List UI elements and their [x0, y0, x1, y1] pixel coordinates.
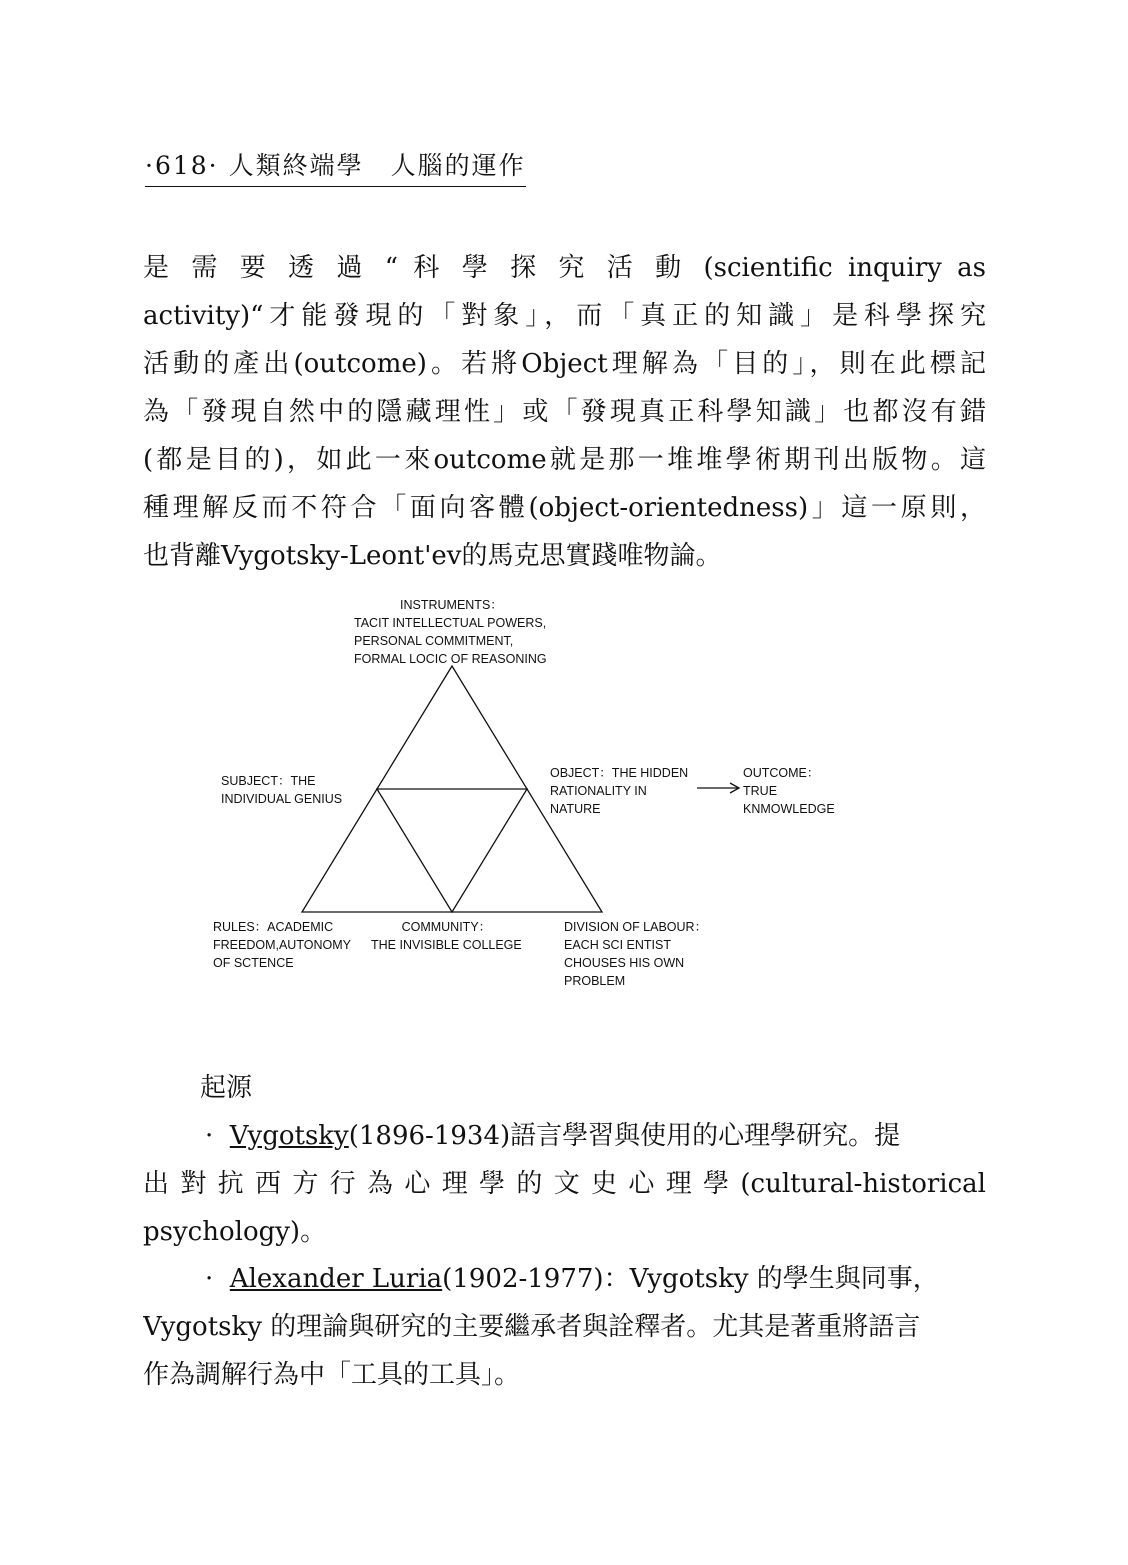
- paragraph-line: 是 需 要 透 過 “ 科 學 探 究 活 動 (scientific inquiry as: [143, 253, 986, 283]
- outcome-label: OUTCOME： TRUE KNMOWLEDGE: [743, 766, 835, 816]
- link-alexander-luria[interactable]: Alexander Luria: [229, 1264, 443, 1294]
- item-line: Vygotsky 的理論與研究的主要繼承者與詮釋者。尤其是著重將語言: [143, 1312, 921, 1342]
- paragraph-1: [143, 244, 986, 580]
- subject-label: SUBJECT：THE INDIVIDUAL GENIUS: [221, 774, 343, 806]
- instruments-label: INSTRUMENTS： TACIT INTELLECTUAL POWERS, PERSONAL COMMITMENT, FORMAL LOCIC OF REASONING: [354, 598, 547, 666]
- section-title: 起源: [200, 1073, 253, 1103]
- inner-triangle: [377, 789, 527, 912]
- link-vygotsky[interactable]: Vygotsky: [229, 1121, 349, 1151]
- paragraph-line: 也背離Vygotsky-Leont'ev的馬克思實踐唯物論。: [143, 541, 722, 571]
- paragraph-line: 活動的產出(outcome)。若將Object理解為「目的」，則在此標記: [143, 349, 986, 379]
- origin-item-luria: [143, 1255, 986, 1399]
- bullet: ·: [205, 1121, 214, 1151]
- rules-label: RULES：ACADEMIC FREEDOM,AUTONOMY OF SCTENCE: [213, 920, 351, 970]
- page-number: ·618·: [145, 151, 219, 180]
- running-header: [145, 146, 526, 187]
- community-label: COMMUNITY： THE INVISIBLE COLLEGE: [371, 920, 522, 952]
- header-title: 人類終端學 人腦的運作: [228, 151, 526, 180]
- item-line: · Vygotsky(1896-1934)語言學習與使用的心理學研究。提: [205, 1121, 901, 1151]
- origin-item-vygotsky: [143, 1112, 986, 1256]
- item-line: 作為調解行為中「工具的工具」。: [143, 1360, 521, 1390]
- paragraph-line: activity)“才能發現的「對象」，而「真正的知識」是科學探究: [143, 301, 986, 331]
- item-line: psychology)。: [143, 1217, 327, 1247]
- item-line: · Alexander Luria(1902-1977)：Vygotsky 的學生與同事，: [205, 1264, 939, 1294]
- object-label: OBJECT：THE HIDDEN RATIONALITY IN NATURE: [550, 766, 689, 816]
- paragraph-line: 為「發現自然中的隱藏理性」或「發現真正科學知識」也都沒有錯: [143, 397, 986, 427]
- paragraph-line: 種理解反而不符合「面向客體(object-orientedness)」這一原則，: [143, 493, 986, 523]
- item-line: 出對抗西方行為心理學的文史心理學(cultural-historical: [143, 1169, 986, 1199]
- paragraph-line: (都是目的)，如此一來outcome就是那一堆堆學術期刊出版物。這: [143, 445, 986, 475]
- bullet: ·: [205, 1264, 214, 1294]
- activity-system-diagram: [200, 590, 840, 1000]
- division-of-labour-label: DIVISION OF LABOUR： EACH SCI ENTIST CHOUSES HIS OWN PROBLEM: [564, 920, 708, 988]
